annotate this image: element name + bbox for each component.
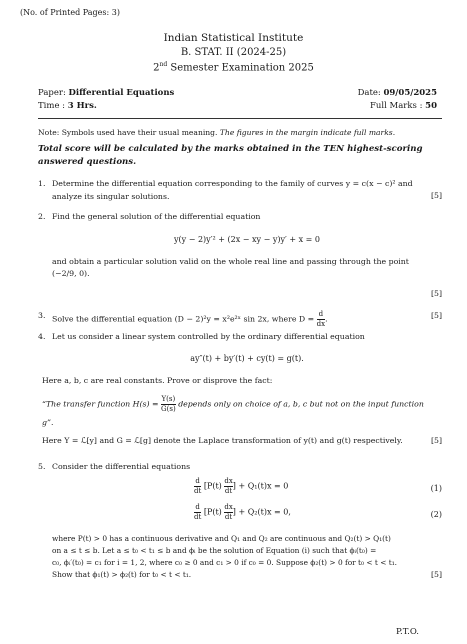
question-text: Show that ϕ₁(t) > ϕ₂(t) for t₀ < t < t₁. (52, 570, 192, 579)
question-number: 5. (38, 462, 46, 471)
divider-rule (38, 118, 442, 119)
question-marks: [5] (430, 289, 442, 298)
question-4 (38, 331, 442, 453)
question-text: where P(t) > 0 has a continuous derivative and Q₁ and Q₂ are continuous and Q₂(t) > Q₁(t) (52, 534, 391, 543)
question-text: Find the general solution of the differential equation (52, 212, 261, 221)
equation-number: (2) (430, 510, 442, 519)
question-text: and obtain a particular solution valid on the whole real line and passing through the point (52, 257, 409, 266)
total-score-note: Total score will be calculated by the marks obtained in the TEN highest-scoring answered questions. (38, 144, 423, 167)
question-5 (38, 461, 442, 589)
question-marks: [5] (430, 311, 442, 320)
programme-title: B. STAT. II (2024-25) (180, 47, 287, 58)
instructions-note: Note: Symbols used have their usual meaning. The figures in the margin indicate full marks. (38, 128, 396, 137)
question-number: 4. (38, 332, 46, 341)
question-number: 2. (38, 212, 46, 221)
institute-name: Indian Statistical Institute (163, 32, 304, 44)
equation: y(y − 2)y′² + (2x − xy − y)y′ + x = 0 (174, 235, 320, 244)
question-number: 1. (38, 179, 46, 188)
paper-name: Paper: Differential Equations (38, 88, 175, 98)
printed-pages: (No. of Printed Pages: 3) (20, 8, 120, 17)
question-text: (−2/9, 0). (52, 269, 90, 278)
question-text: on a ≤ t ≤ b. Let a ≤ t₀ < t₁ ≤ b and ϕᵢ be the solution of Equation (i) such that ϕᵢ(t₀) = (52, 546, 377, 555)
question-marks: [5] (430, 191, 442, 200)
exam-duration: Time : 3 Hrs. (38, 101, 97, 111)
exam-title: 2nd Semester Examination 2025 (153, 61, 314, 74)
question-text: Solve the differential equation (D − 2)²y = x²e²ˣ sin 2x, where D = $\frac{d}{dx}$ . (52, 310, 328, 328)
please-turn-over: P.T.O. (396, 627, 419, 637)
question-number: 3. (38, 311, 46, 320)
question-2 (38, 211, 442, 303)
question-text: Consider the differential equations (52, 462, 191, 471)
equation: ay″(t) + by′(t) + cy(t) = g(t). (190, 354, 304, 363)
equation-number: (1) (430, 484, 442, 493)
question-marks: [5] (430, 570, 442, 579)
quoted-statement: “The transfer function H(s) = $\frac{Y(s)}{G(s)}$ depends only on choice of a, b, c but not on the input function (42, 395, 424, 413)
question-text: analyze its singular solutions. (52, 191, 170, 201)
equation-2: $\frac{d}{dt}$ [P(t) $\frac{dx}{dt}$ ] + Q₂(t)x = 0, (194, 503, 291, 521)
question-1 (38, 178, 442, 204)
question-text: Let us consider a linear system controlled by the ordinary differential equation (52, 332, 365, 341)
question-text: c₀, ϕᵢ′(t₀) = c₁ for i = 1, 2, where c₀ ≥ 0 and c₁ > 0 if c₀ = 0. Suppose ϕ₂(t) > 0 for t₀ < t < t₁. (52, 558, 398, 567)
question-text: Here a, b, c are real constants. Prove or disprove the fact: (42, 376, 273, 385)
equation-1: $\frac{d}{dt}$ [P(t) $\frac{dx}{dt}$ ] + Q₁(t)x = 0 (194, 477, 289, 495)
full-marks: Full Marks : 50 (370, 101, 437, 111)
question-text: Determine the differential equation corresponding to the family of curves y = c(x − c)² and (52, 179, 413, 188)
question-3 (38, 307, 442, 328)
exam-date: Date: 09/05/2025 (357, 88, 437, 98)
quoted-statement: g”. (42, 418, 54, 427)
question-marks: [5] (430, 436, 442, 445)
question-text: Here Y = ℒ[y] and G = ℒ[g] denote the Laplace transformation of y(t) and g(t) respectively. (42, 436, 403, 445)
